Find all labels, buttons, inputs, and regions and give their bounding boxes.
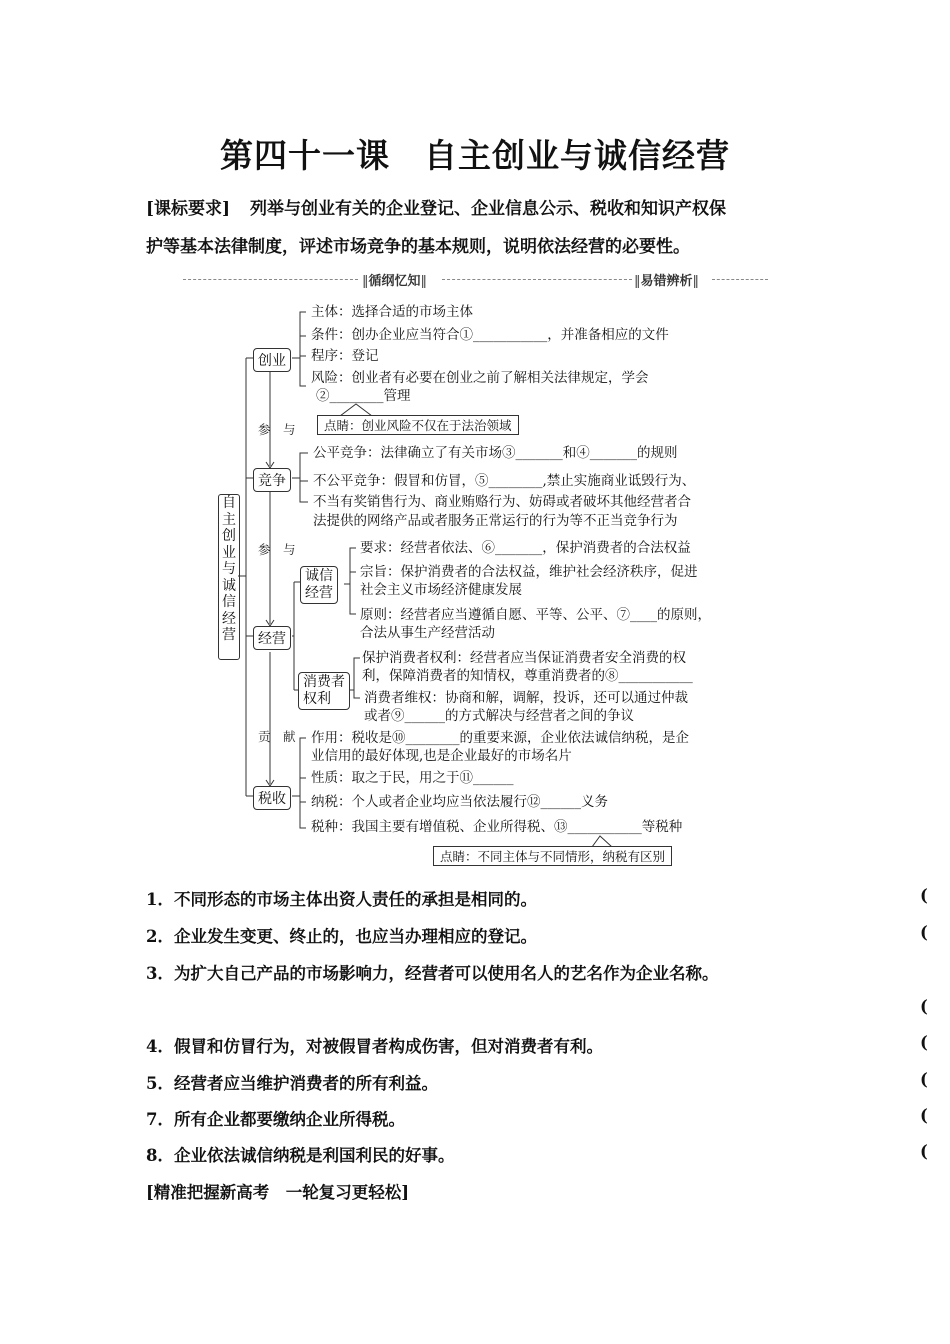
question-1: 1．不同形态的市场主体出资人责任的承担是相同的。 (146, 890, 537, 909)
mindmap-root: 自主创业与诚信经营 (218, 494, 240, 660)
tab-recall-knowledge: ‖循纲忆知‖ (362, 274, 428, 289)
chengxin-item-purpose-2: 社会主义市场经济健康发展 (360, 582, 522, 598)
shuishou-note: 点睛：不同主体与不同情形，纳税有区别 (433, 846, 672, 866)
jingzheng-item-fair: 公平竞争：法律确立了有关市场③_______和④_______的规则 (313, 445, 678, 461)
chuangye-item-procedure: 程序：登记 (311, 348, 379, 364)
tab-error-analysis: ‖易错辨析‖ (634, 274, 700, 289)
chengxin-item-principle-1: 原则：经营者应当遵循自愿、平等、公平、⑦____的原则， (360, 607, 711, 623)
jingzheng-item-unfair-1: 不公平竞争：假冒和仿冒，⑤________,禁止实施商业诋毁行为、 (313, 473, 696, 489)
question-2: 2．企业发生变更、终止的，也应当办理相应的登记。 (146, 927, 537, 946)
shuishou-item-types: 税种：我国主要有增值税、企业所得税、⑬___________等税种 (311, 819, 683, 835)
chengxin-item-requirement: 要求：经营者依法、⑥_______，保护消费者的合法权益 (360, 540, 691, 556)
node-operation: 经营 (253, 626, 291, 650)
shuishou-item-role-1: 作用：税收是⑩________的重要来源，企业依法诚信纳税，是企 (311, 730, 689, 746)
node-entrepreneurship: 创业 (253, 348, 291, 372)
question-7: 7．所有企业都要缴纳企业所得税。 (146, 1110, 405, 1129)
shuishou-item-nature: 性质：取之于民，用之于⑪______ (311, 770, 514, 786)
node-honest-operation: 诚信 经营 (300, 566, 338, 604)
requirement-text-1: 列举与创业有关的企业登记、企业信息公示、税收和知识产权保 (250, 199, 727, 219)
node-taxation: 税收 (253, 786, 291, 810)
footer-banner: [精准把握新高考 一轮复习更轻松] (146, 1183, 410, 1202)
consumer-item-protect-2: 利，保障消费者的知情权，尊重消费者的⑧___________ (362, 668, 693, 684)
answer-paren-7: ( (920, 1106, 928, 1125)
chengxin-item-purpose-1: 宗旨：保护消费者的合法权益，维护社会经济秩序，促进 (360, 564, 698, 580)
shuishou-item-paying: 纳税：个人或者企业均应当依法履行⑫______义务 (311, 794, 608, 810)
jingzheng-item-unfair-3: 法提供的网络产品或者服务正常运行的行为等不正当竞争行为 (313, 513, 678, 529)
answer-paren-3: ( (920, 997, 928, 1016)
chuangye-item-conditions: 条件：创办企业应当符合①___________，并准备相应的文件 (311, 327, 669, 343)
node-competition: 竞争 (253, 468, 291, 492)
question-4: 4．假冒和仿冒行为，对被假冒者构成伤害，但对消费者有利。 (146, 1037, 603, 1056)
connector-contribute: 贡 献 (258, 729, 296, 744)
chuangye-item-subject: 主体：选择合适的市场主体 (311, 304, 473, 320)
question-3: 3．为扩大自己产品的市场影响力，经营者可以使用名人的艺名作为企业名称。 (146, 964, 719, 983)
connector-participate-2: 参 与 (258, 542, 296, 557)
answer-paren-1: ( (920, 886, 928, 905)
question-8: 8．企业依法诚信纳税是利国利民的好事。 (146, 1146, 455, 1165)
consumer-item-defend-1: 消费者维权：协商和解，调解，投诉，还可以通过仲裁 (364, 690, 688, 706)
question-5: 5．经营者应当维护消费者的所有利益。 (146, 1074, 438, 1093)
page-title: 第四十一课 自主创业与诚信经营 (220, 136, 730, 175)
consumer-item-defend-2: 或者⑨______的方式解决与经营者之间的争议 (364, 708, 634, 724)
chuangye-item-risk-2: ②________管理 (316, 388, 411, 404)
requirement-text-2: 护等基本法律制度，评述市场竞争的基本规则，说明依法经营的必要性。 (146, 237, 690, 257)
connector-participate-1: 参 与 (258, 422, 296, 437)
chengxin-item-principle-2: 合法从事生产经营活动 (360, 625, 495, 641)
shuishou-item-role-2: 业信用的最好体现,也是企业最好的市场名片 (311, 748, 572, 764)
answer-paren-8: ( (920, 1142, 928, 1161)
answer-paren-2: ( (920, 923, 928, 942)
chuangye-item-risk: 风险：创业者有必要在创业之前了解相关法律规定，学会 (311, 370, 649, 386)
chuangye-note: 点睛：创业风险不仅在于法治领域 (317, 415, 519, 435)
answer-paren-4: ( (920, 1033, 928, 1052)
answer-paren-5: ( (920, 1070, 928, 1089)
consumer-item-protect-1: 保护消费者权利：经营者应当保证消费者安全消费的权 (362, 650, 686, 666)
node-consumer-rights: 消费者 权利 (298, 672, 350, 710)
requirement-tag: [课标要求] (146, 199, 231, 219)
jingzheng-item-unfair-2: 不当有奖销售行为、商业贿赂行为、妨碍或者破坏其他经营者合 (313, 494, 691, 510)
